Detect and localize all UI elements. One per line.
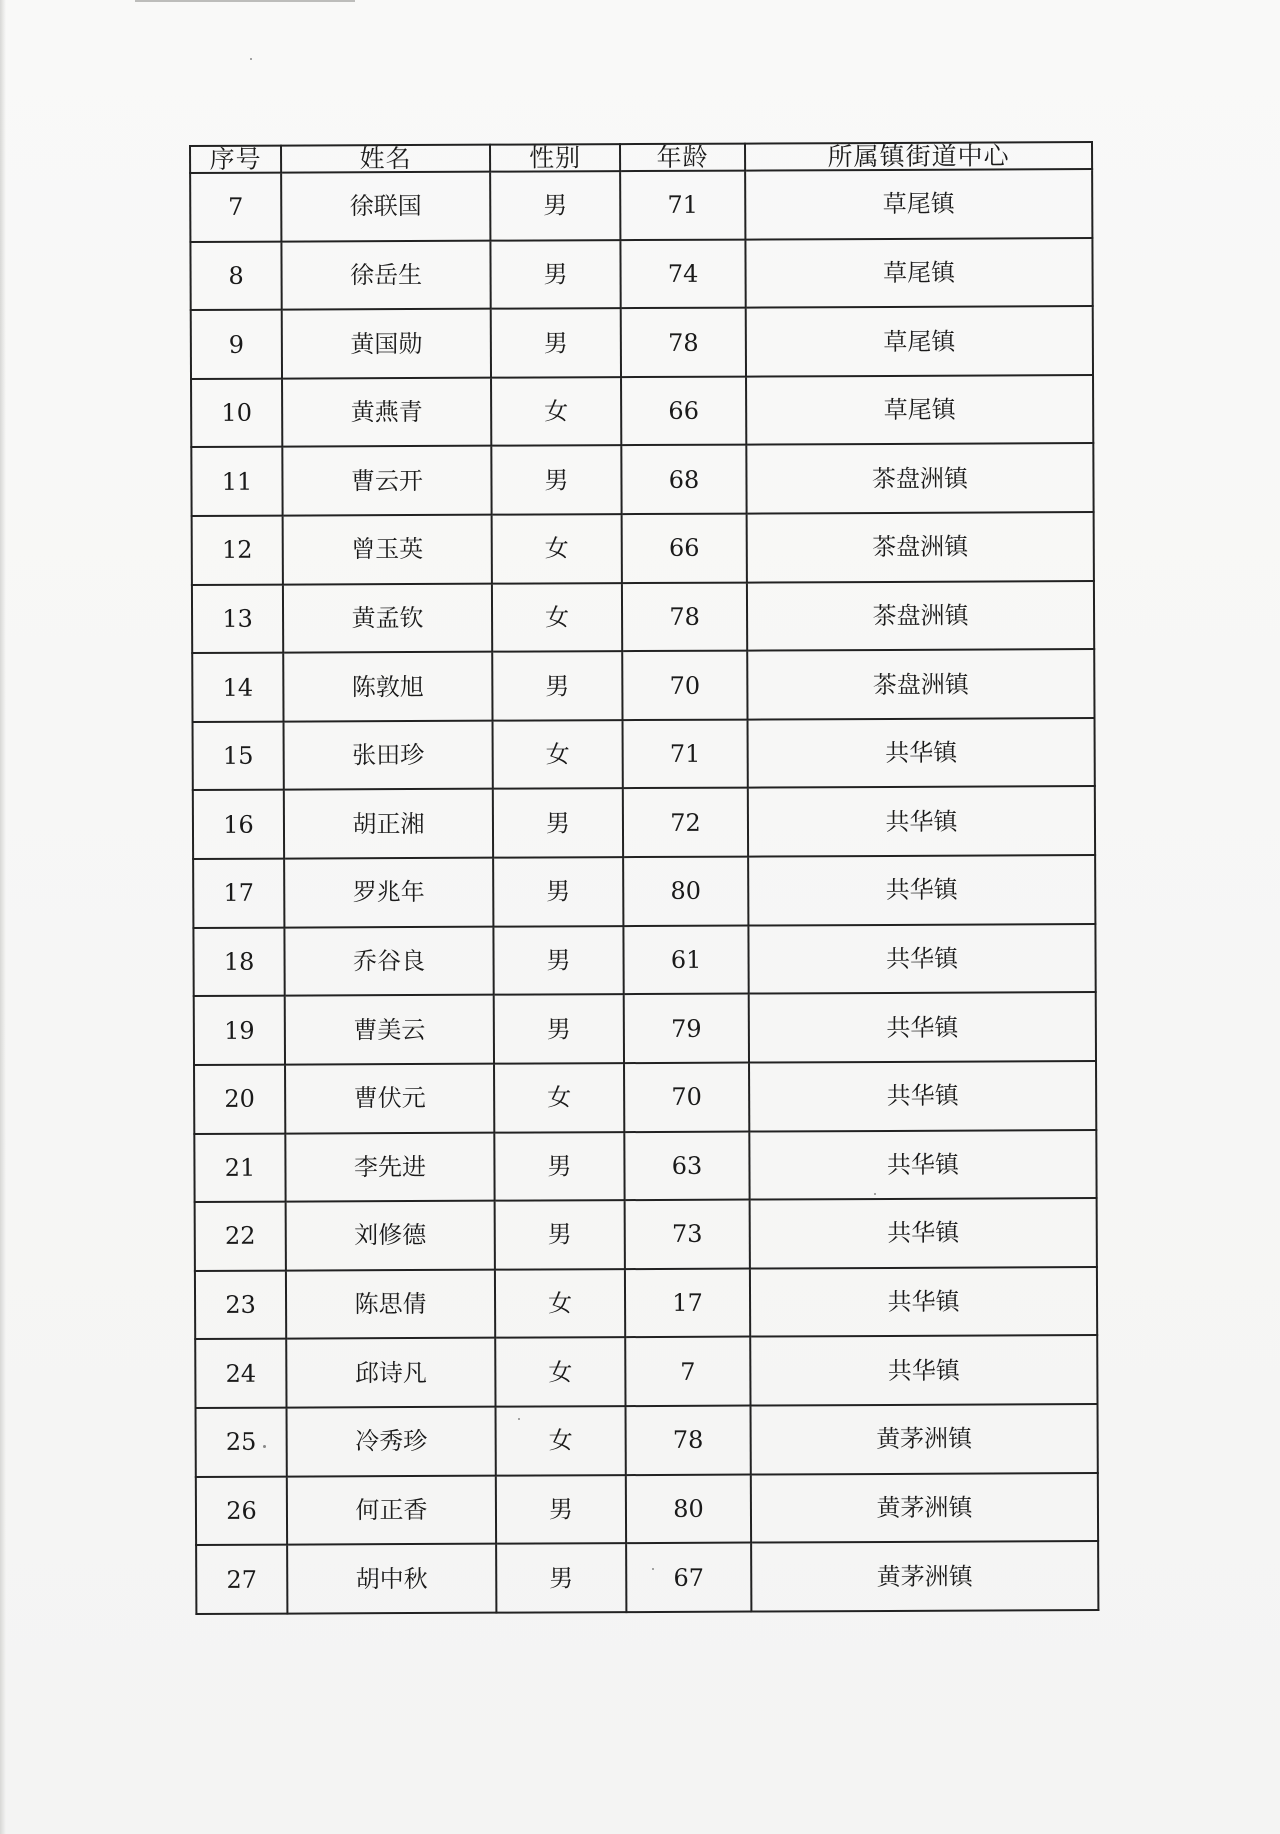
cell-gender: 男 (493, 789, 623, 858)
table-row (193, 924, 1095, 997)
cell-name: 黄国勋 (282, 309, 491, 379)
table-row (190, 169, 1092, 242)
cell-no: 11 (191, 447, 282, 516)
cell-name: 徐联国 (281, 172, 490, 242)
table-row (195, 1198, 1097, 1271)
header-no: 序号 (190, 146, 281, 173)
cell-no: 21 (194, 1133, 285, 1202)
cell-gender: 男 (491, 308, 621, 377)
table-row (193, 718, 1095, 791)
cell-no: 19 (194, 996, 285, 1065)
cell-town: 共华镇 (748, 787, 1095, 857)
cell-gender: 女 (494, 1063, 624, 1132)
cell-gender: 男 (495, 1200, 625, 1269)
cell-gender: 男 (494, 994, 624, 1063)
table-row (195, 1267, 1097, 1340)
table-row (191, 375, 1093, 448)
cell-gender: 男 (493, 926, 623, 995)
cell-age: 71 (623, 719, 748, 788)
cell-age: 78 (622, 582, 747, 651)
cell-age: 68 (621, 445, 746, 514)
cell-age: 78 (621, 308, 746, 377)
cell-gender: 男 (492, 651, 622, 720)
cell-no: 26 (196, 1476, 287, 1545)
cell-gender: 男 (490, 240, 620, 309)
scan-speck (652, 1568, 654, 1570)
cell-age: 80 (626, 1474, 751, 1543)
cell-name: 胡中秋 (287, 1544, 496, 1614)
table-row (192, 649, 1094, 722)
cell-town: 共华镇 (749, 1061, 1096, 1131)
cell-town: 共华镇 (750, 1267, 1097, 1337)
cell-name: 陈敦旭 (283, 652, 492, 722)
cell-gender: 男 (490, 171, 620, 240)
table-row (195, 1335, 1097, 1408)
cell-no: 14 (192, 653, 283, 722)
cell-town: 草尾镇 (746, 375, 1093, 445)
cell-town: 黄茅洲镇 (751, 1404, 1098, 1474)
cell-town: 共华镇 (750, 1198, 1097, 1268)
cell-no: 13 (192, 584, 283, 653)
cell-no: 9 (191, 310, 282, 379)
cell-name: 黄孟钦 (283, 583, 492, 653)
cell-town: 黄茅洲镇 (751, 1541, 1098, 1611)
cell-no: 24 (195, 1339, 286, 1408)
table-row (191, 306, 1093, 379)
roster-body (190, 169, 1098, 1614)
roster-table (189, 141, 1099, 1615)
cell-no: 16 (193, 790, 284, 859)
cell-gender: 女 (496, 1406, 626, 1475)
cell-no: 20 (194, 1065, 285, 1134)
cell-gender: 男 (496, 1475, 626, 1544)
cell-no: 12 (192, 516, 283, 585)
cell-town: 茶盘洲镇 (746, 443, 1093, 513)
cell-age: 61 (623, 925, 748, 994)
cell-name: 徐岳生 (281, 240, 490, 310)
page-edge-shadow (0, 0, 6, 1834)
cell-age: 70 (622, 651, 747, 720)
cell-town: 茶盘洲镇 (747, 649, 1094, 719)
cell-gender: 男 (493, 857, 623, 926)
table-row (196, 1404, 1098, 1477)
cell-gender: 男 (496, 1543, 626, 1612)
cell-age: 67 (626, 1543, 751, 1612)
table-row (191, 443, 1093, 516)
cell-age: 66 (622, 514, 747, 583)
cell-age: 79 (624, 994, 749, 1063)
cell-name: 胡正湘 (284, 789, 493, 859)
cell-name: 曹美云 (285, 995, 494, 1065)
cell-name: 曾玉英 (283, 515, 492, 585)
cell-gender: 女 (495, 1337, 625, 1406)
cell-town: 共华镇 (750, 1335, 1097, 1405)
cell-gender: 男 (494, 1132, 624, 1201)
table-row (196, 1473, 1098, 1546)
cell-gender: 女 (493, 720, 623, 789)
table-row (192, 512, 1094, 585)
top-scan-mark (135, 0, 355, 2)
cell-age: 80 (623, 857, 748, 926)
scan-speck (250, 58, 252, 60)
cell-age: 66 (621, 376, 746, 445)
cell-name: 冷秀珍 (287, 1407, 496, 1477)
table-row (190, 238, 1092, 311)
cell-no: 7 (190, 173, 281, 242)
cell-town: 草尾镇 (746, 306, 1093, 376)
cell-age: 78 (626, 1406, 751, 1475)
cell-no: 15 (193, 721, 284, 790)
cell-no: 22 (195, 1202, 286, 1271)
cell-age: 63 (624, 1131, 749, 1200)
cell-no: 23 (195, 1270, 286, 1339)
cell-town: 黄茅洲镇 (751, 1473, 1098, 1543)
cell-age: 70 (624, 1062, 749, 1131)
scan-speck (518, 1418, 520, 1420)
cell-name: 邱诗凡 (286, 1338, 495, 1408)
header-name: 姓名 (281, 145, 490, 173)
cell-name: 刘修德 (286, 1201, 495, 1271)
cell-town: 草尾镇 (745, 238, 1092, 308)
header-gender: 性别 (490, 144, 620, 172)
cell-age: 7 (625, 1337, 750, 1406)
cell-gender: 女 (495, 1269, 625, 1338)
table-row (194, 992, 1096, 1065)
cell-no: 17 (193, 859, 284, 928)
cell-name: 何正香 (287, 1475, 496, 1545)
cell-name: 曹伏元 (285, 1064, 494, 1134)
cell-no: 18 (193, 927, 284, 996)
cell-gender: 女 (492, 583, 622, 652)
cell-name: 陈思倩 (286, 1269, 495, 1339)
header-town: 所属镇街道中心 (745, 142, 1092, 171)
cell-gender: 女 (491, 377, 621, 446)
table-row (193, 855, 1095, 928)
cell-town: 茶盘洲镇 (747, 512, 1094, 582)
cell-town: 共华镇 (748, 718, 1095, 788)
cell-town: 草尾镇 (745, 169, 1092, 239)
cell-name: 曹云开 (282, 446, 491, 516)
table-row (192, 581, 1094, 654)
table-row (193, 787, 1095, 860)
cell-name: 乔谷良 (284, 926, 493, 996)
cell-age: 72 (623, 788, 748, 857)
cell-age: 73 (625, 1200, 750, 1269)
scan-speck (263, 1445, 266, 1448)
cell-no: 25 (196, 1408, 287, 1477)
cell-age: 17 (625, 1268, 750, 1337)
table-row (196, 1541, 1098, 1614)
table-row (194, 1061, 1096, 1134)
cell-age: 74 (620, 239, 745, 308)
cell-town: 共华镇 (749, 992, 1096, 1062)
cell-town: 茶盘洲镇 (747, 581, 1094, 651)
cell-no: 8 (190, 241, 281, 310)
cell-name: 张田珍 (284, 721, 493, 791)
cell-town: 共华镇 (748, 924, 1095, 994)
cell-town: 共华镇 (748, 855, 1095, 925)
cell-age: 71 (620, 171, 745, 240)
cell-name: 黄燕青 (282, 378, 491, 448)
table-row (194, 1130, 1096, 1203)
cell-gender: 女 (492, 514, 622, 583)
cell-name: 李先进 (285, 1132, 494, 1202)
cell-name: 罗兆年 (284, 858, 493, 928)
scan-speck (874, 1193, 876, 1195)
cell-town: 共华镇 (749, 1130, 1096, 1200)
cell-no: 27 (196, 1545, 287, 1614)
cell-gender: 男 (491, 446, 621, 515)
cell-no: 10 (191, 378, 282, 447)
header-age: 年龄 (620, 144, 745, 172)
header-row (190, 142, 1092, 173)
